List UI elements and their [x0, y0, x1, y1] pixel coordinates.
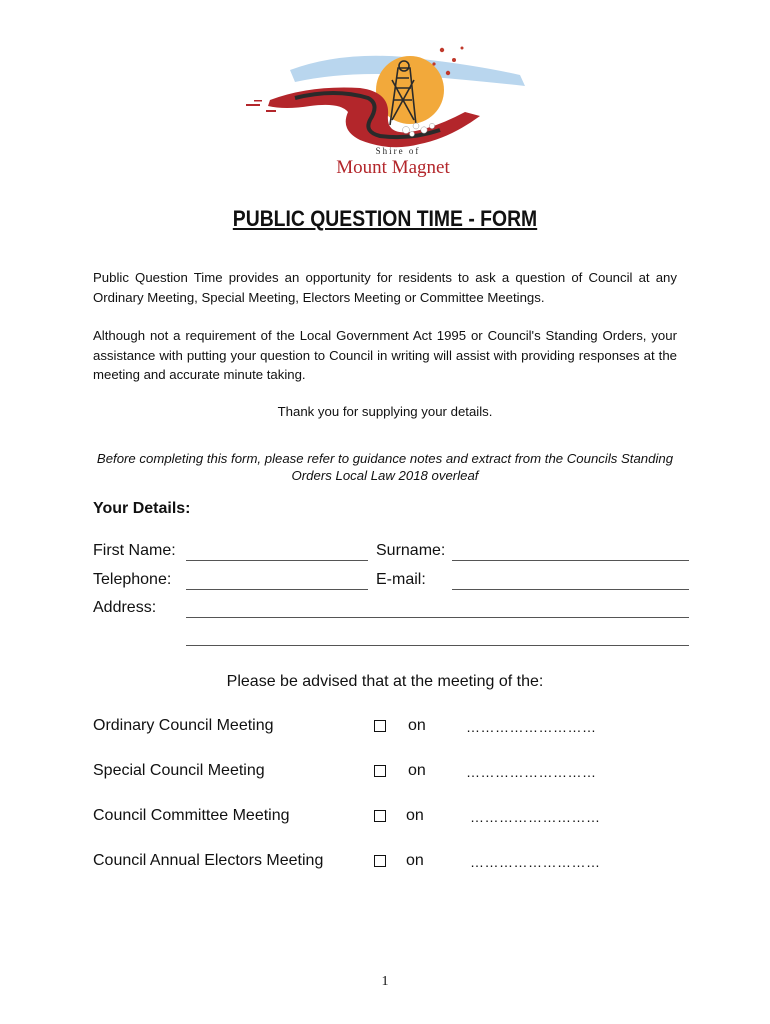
address-field-line-1[interactable]	[186, 617, 689, 618]
meeting-label-committee: Council Committee Meeting	[93, 807, 290, 824]
meeting-label-ordinary: Ordinary Council Meeting	[93, 717, 274, 734]
email-label: E-mail:	[376, 571, 426, 588]
ordinary-meeting-date-field[interactable]: ………………………	[466, 719, 597, 735]
surname-label: Surname:	[376, 542, 446, 559]
form-title: PUBLIC QUESTION TIME - FORM	[232, 206, 538, 231]
meeting-label-special: Special Council Meeting	[93, 762, 265, 779]
committee-meeting-checkbox[interactable]	[374, 810, 386, 822]
surname-field[interactable]	[452, 560, 689, 561]
ordinary-meeting-checkbox[interactable]	[374, 720, 386, 732]
logo-line1: Shire of	[375, 146, 421, 156]
address-field-line-2[interactable]	[186, 645, 689, 646]
special-meeting-date-field[interactable]: ………………………	[466, 764, 597, 780]
electors-meeting-date-field[interactable]: ………………………	[470, 854, 601, 870]
thanks-text: Thank you for supplying your details.	[277, 404, 493, 419]
telephone-label: Telephone:	[93, 571, 172, 588]
telephone-field[interactable]	[186, 589, 368, 590]
on-label: on	[408, 717, 426, 734]
email-field[interactable]	[452, 589, 689, 590]
intro-paragraph-1: Public Question Time provides an opportunity for residents to ask a question of Council at any Ordinary Meeting, Special Meeting, Electors Meeting or Committee Meetings.	[93, 270, 677, 305]
page-number: 1	[381, 974, 389, 989]
guidance-note-line-2: Orders Local Law 2018 overleaf	[291, 468, 479, 483]
on-label: on	[406, 852, 424, 869]
special-meeting-checkbox[interactable]	[374, 765, 386, 777]
committee-meeting-date-field[interactable]: ………………………	[470, 809, 601, 825]
shire-logo	[240, 40, 530, 180]
on-label: on	[406, 807, 424, 824]
electors-meeting-checkbox[interactable]	[374, 855, 386, 867]
intro-paragraph-2: Although not a requirement of the Local Government Act 1995 or Council's Standing Orders, your assistance with putting your question to Council in writing will assist with providing responses at the meeting and accurate minute taking.	[93, 328, 677, 382]
logo-line2: Mount Magnet	[336, 157, 450, 178]
meeting-intro: Please be advised that at the meeting of the:	[226, 673, 544, 690]
address-label: Address:	[93, 599, 157, 616]
guidance-note-line-1: Before completing this form, please refer to guidance notes and extract from the Councils Standing	[96, 451, 674, 466]
first-name-field[interactable]	[186, 560, 368, 561]
on-label: on	[408, 762, 426, 779]
details-heading: Your Details:	[93, 500, 191, 517]
first-name-label: First Name:	[93, 542, 176, 559]
guidance-note	[93, 450, 677, 484]
meeting-label-electors: Council Annual Electors Meeting	[93, 852, 324, 869]
